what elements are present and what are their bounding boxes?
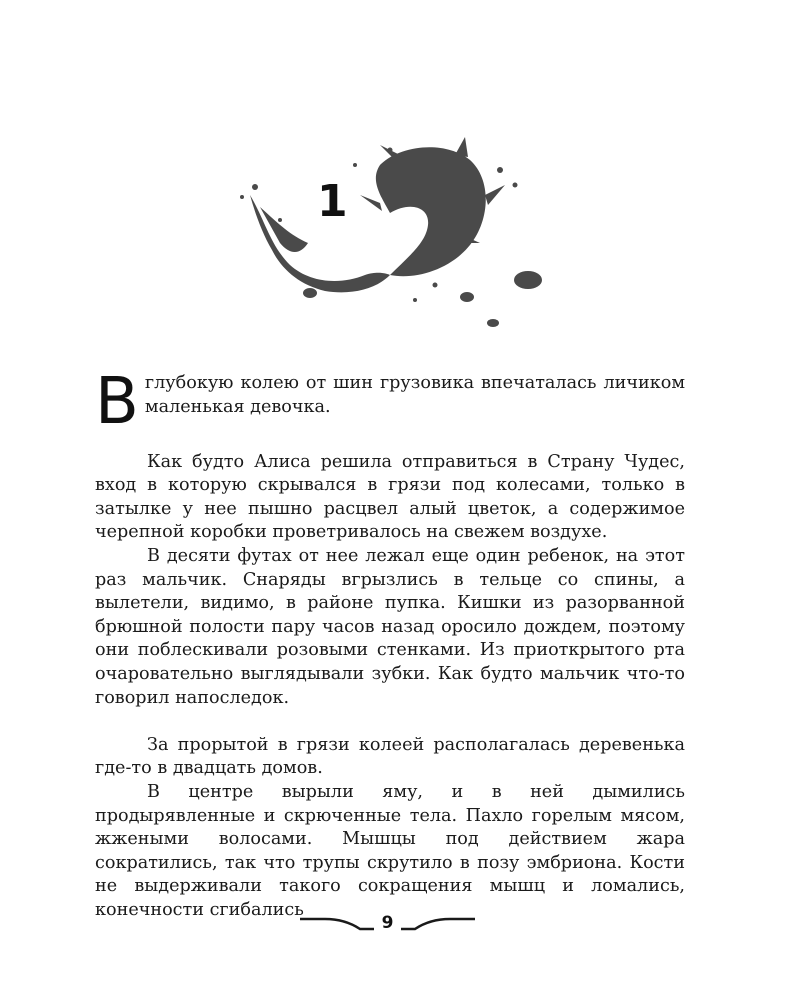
drop-cap: В: [95, 365, 139, 439]
opening-text: глубокую колею от шин грузовика впечаталась личиком маленькая девочка.: [144, 373, 685, 417]
page-footer: [300, 905, 475, 941]
paragraph: За прорытой в грязи колеей располагалась деревенька где-то в двадцать домов.: [95, 734, 685, 779]
chapter-number: 1: [317, 176, 348, 227]
paragraph: Как будто Алиса решила отправиться в Страну Чудес, вход в которую скрывался в грязи под колесами, только в затылке у нее пышно расцвел алый цветок, а содержимое черепной коробки проветривалось на свежем воздухе.: [95, 451, 685, 543]
chapter-text: [95, 365, 685, 922]
paragraph: В центре вырыли яму, и в ней дымились продырявленные и скрюченные тела. Пахло горелым мясом, жжеными волосами. Мышцы под действием жара сократились, так что трупы скрутило в позу эмбриона. Кости не выдерживали такого сокращения мышц и ломались, конечности сгибались: [95, 781, 685, 920]
page-number: 9: [381, 913, 394, 933]
opening-paragraph: [95, 365, 685, 439]
ink-splatter-ornament: [230, 125, 560, 340]
paragraph: В десяти футах от нее лежал еще один ребенок, на этот раз мальчик. Снаряды вгрызлись в тельце со спины, а вылетели, видимо, в районе пупка. Кишки из разорванной брюшной полости пару часов назад оросило дождем, поэтому они поблескивали розовыми стенками. Из приоткрытого рта очаровательно выглядывали зубки. Как будто мальчик что-то говорил напоследок.: [95, 545, 685, 708]
